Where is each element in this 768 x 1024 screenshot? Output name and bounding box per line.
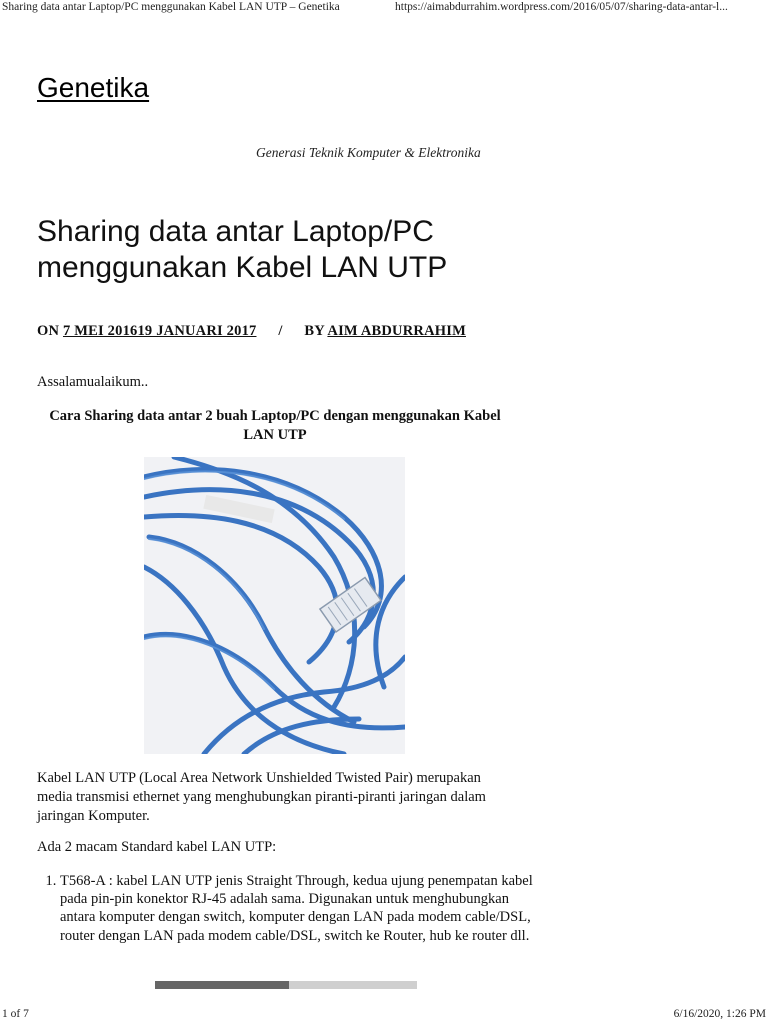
paragraph-standard: Ada 2 macam Standard kabel LAN UTP: <box>37 839 277 855</box>
site-title-link[interactable]: Genetika <box>37 72 150 103</box>
print-header <box>0 0 768 16</box>
print-datetime: 6/16/2020, 1:26 PM <box>673 1008 766 1020</box>
post-date-link[interactable]: 7 MEI 201619 JANUARI 2017 <box>62 323 257 339</box>
author-link[interactable]: AIM ABDURRAHIM <box>327 323 466 339</box>
page-number: 1 of 7 <box>2 1008 29 1020</box>
list-item: 1. T568-A : kabel LAN UTP jenis Straight Through, kedua ujung penempatan kabel pada pin-pin konektor RJ-45 adalah sama. Digunakan untuk menghubungkan antara komputer dengan switch, komputer dengan LAN pada modem cable/DSL, router dengan LAN pada modem cable/DSL, switch ke Router, hub ke router dll. <box>60 872 540 945</box>
print-url: https://aimabdurrahim.wordpress.com/2016/05/07/sharing-data-antar-l... <box>395 1 728 13</box>
post-meta <box>37 323 466 340</box>
post-subheading: Cara Sharing data antar 2 buah Laptop/PC dengan menggunakan Kabel LAN UTP <box>49 408 501 443</box>
meta-by-label: BY <box>304 323 325 339</box>
meta-on-label: ON <box>37 323 60 339</box>
site-tagline: Generasi Teknik Komputer & Elektronika <box>256 145 481 160</box>
print-footer <box>0 1008 768 1024</box>
lan-cable-photo <box>144 457 405 754</box>
standard-list <box>37 872 540 945</box>
paragraph-kabel-lan: Kabel LAN UTP (Local Area Network Unshielded Twisted Pair) merupakan media transmisi ethernet yang menghubungkan piranti-piranti jaringan dalam jaringan Komputer. <box>37 770 486 824</box>
scrollbar-thumb[interactable] <box>155 981 289 989</box>
post-title: Sharing data antar Laptop/PC menggunakan Kabel LAN UTP <box>37 215 448 284</box>
print-page-title: Sharing data antar Laptop/PC menggunakan Kabel LAN UTP – Genetika <box>2 1 340 13</box>
meta-separator: / <box>278 323 283 339</box>
greeting-text: Assalamualaikum.. <box>37 374 149 390</box>
horizontal-scrollbar[interactable] <box>155 981 417 989</box>
